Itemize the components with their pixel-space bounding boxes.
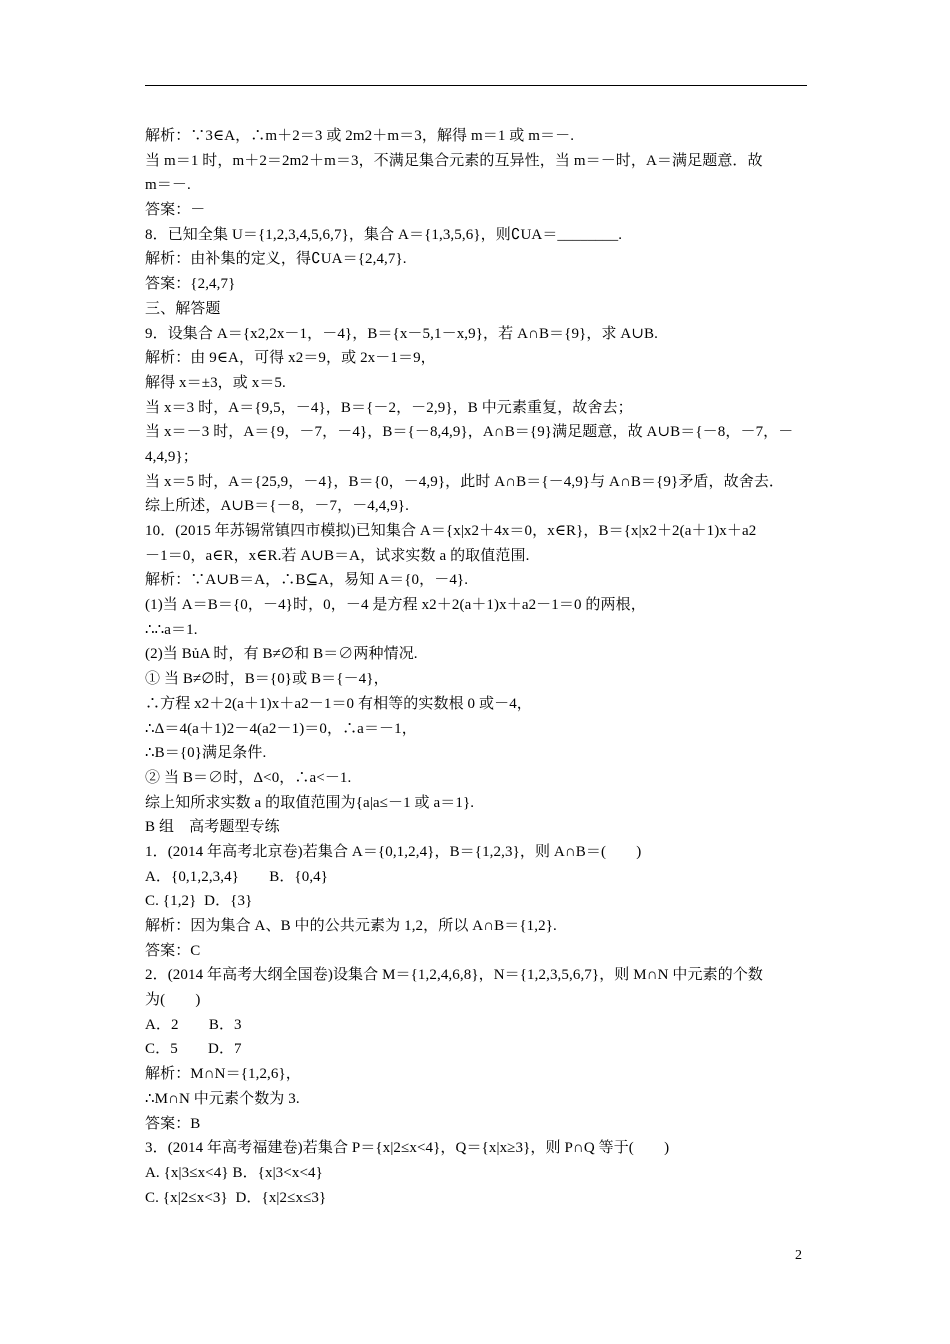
text-line: 解得 x＝±3，或 x＝5. xyxy=(145,374,286,391)
text-line: 9．设集合 A＝{x2,2x－1，－4}，B＝{x－5,1－x,9}，若 A∩B＝{9}，求 A∪B. xyxy=(145,325,658,342)
text-line: 解析：∵A∪B＝A，∴B⊆A，易知 A＝{0，－4}. xyxy=(145,572,469,589)
text-line: 三、解答题 xyxy=(145,300,221,317)
text-line: C．5 D．7 xyxy=(145,1041,242,1058)
text-line: 解析：因为集合 A、B 中的公共元素为 1,2，所以 A∩B＝{1,2}. xyxy=(145,918,557,934)
text-line: ∴∴a＝1. xyxy=(145,621,198,638)
text-line: 解析：∵3∈A，∴m＋2＝3 或 2m2＋m＝3，解得 m＝1 或 m＝－. xyxy=(145,128,575,144)
text-line: 4,4,9}； xyxy=(145,448,198,465)
text-line: C. {x|2≤x<3} D．{x|2≤x≤3} xyxy=(145,1189,327,1206)
text-line: m＝－. xyxy=(145,177,191,194)
text-line: A．{0,1,2,3,4} B．{0,4} xyxy=(145,868,329,885)
text-line: 答案：{2,4,7} xyxy=(145,276,236,293)
text-line: A．2 B．3 xyxy=(145,1016,242,1033)
text-line: C. {1,2} D．{3} xyxy=(145,893,253,910)
text-line: 综上知所求实数 a 的取值范围为{a|a≤－1 或 a＝1}. xyxy=(145,794,475,811)
text-line: ∴方程 x2＋2(a＋1)x＋a2－1＝0 有相等的实数根 0 或－4， xyxy=(145,695,532,712)
text-line: 答案：C xyxy=(145,942,201,959)
text-line: 答案：B xyxy=(145,1115,201,1132)
text-line: 3．(2014 年高考福建卷)若集合 P＝{x|2≤x<4}，Q＝{x|x≥3}，则 P∩Q 等于( ) xyxy=(145,1140,670,1157)
text-line: －1＝0，a∈R，x∈R.若 A∪B＝A，试求实数 a 的取值范围. xyxy=(145,547,530,564)
text-line: 2．(2014 年高考大纲全国卷)设集合 M＝{1,2,4,6,8}，N＝{1,2,3,5,6,7}，则 M∩N 中元素的个数 xyxy=(145,967,764,984)
text-line: 解析：由补集的定义，得∁UA＝{2,4,7}. xyxy=(145,251,407,268)
text-line: (1)当 A＝B＝{0，－4}时，0，－4 是方程 x2＋2(a＋1)x＋a2－1＝0 的两根， xyxy=(145,597,646,614)
text-line: 解析：由 9∈A，可得 x2＝9，或 2x－1＝9， xyxy=(145,350,436,367)
text-line: 综上所述，A∪B＝{－8，－7，－4,4,9}. xyxy=(145,498,409,515)
text-line: ① 当 B≠∅时，B＝{0}或 B＝{－4}， xyxy=(145,671,389,688)
text-line: 当 x＝－3 时，A＝{9，－7，－4}，B＝{－8,4,9}，A∩B＝{9}满足题意，故 A∪B＝{－8，－7，－ xyxy=(145,424,794,441)
text-line: 答案：－ xyxy=(145,202,206,219)
document-body xyxy=(145,124,807,1210)
text-line: 为( ) xyxy=(145,992,201,1009)
text-line: 当 m＝1 时，m＋2＝2m2＋m＝3，不满足集合元素的互异性，当 m＝－时，A＝满足题意．故 xyxy=(145,152,763,169)
text-line: 当 x＝5 时，A＝{25,9，－4}，B＝{0，－4,9}，此时 A∩B＝{－4,9}与 A∩B＝{9}矛盾，故舍去． xyxy=(145,473,785,490)
text-line: ∴Δ＝4(a＋1)2－4(a2－1)＝0，∴a＝－1， xyxy=(145,720,417,737)
text-line: ∴B＝{0}满足条件. xyxy=(145,745,267,762)
text-line: (2)当 BủA 时，有 B≠∅和 B＝∅两种情况. xyxy=(145,646,418,663)
text-line: A. {x|3≤x<4} B．{x|3<x<4} xyxy=(145,1164,323,1181)
text-line: B 组 高考题型专练 xyxy=(145,819,280,836)
text-line: 10．(2015 年苏锡常镇四市模拟)已知集合 A＝{x|x2＋4x＝0，x∈R}，B＝{x|x2＋2(a＋1)x＋a2 xyxy=(145,523,757,539)
page-number: 2 xyxy=(795,1248,802,1263)
text-line: ∴M∩N 中元素个数为 3. xyxy=(145,1090,300,1107)
text-line: ② 当 B＝∅时，Δ<0，∴a<－1. xyxy=(145,769,352,786)
text-line: 解析：M∩N＝{1,2,6}， xyxy=(145,1066,301,1083)
text-line: 当 x＝3 时，A＝{9,5，－4}，B＝{－2，－2,9}，B 中元素重复，故舍去； xyxy=(145,399,633,416)
text-line: 1．(2014 年高考北京卷)若集合 A＝{0,1,2,4}，B＝{1,2,3}，则 A∩B＝( ) xyxy=(145,843,642,860)
text-line: 8．已知全集 U＝{1,2,3,4,5,6,7}，集合 A＝{1,3,5,6}，则∁UA＝________. xyxy=(145,226,623,243)
header-rule xyxy=(145,85,807,86)
